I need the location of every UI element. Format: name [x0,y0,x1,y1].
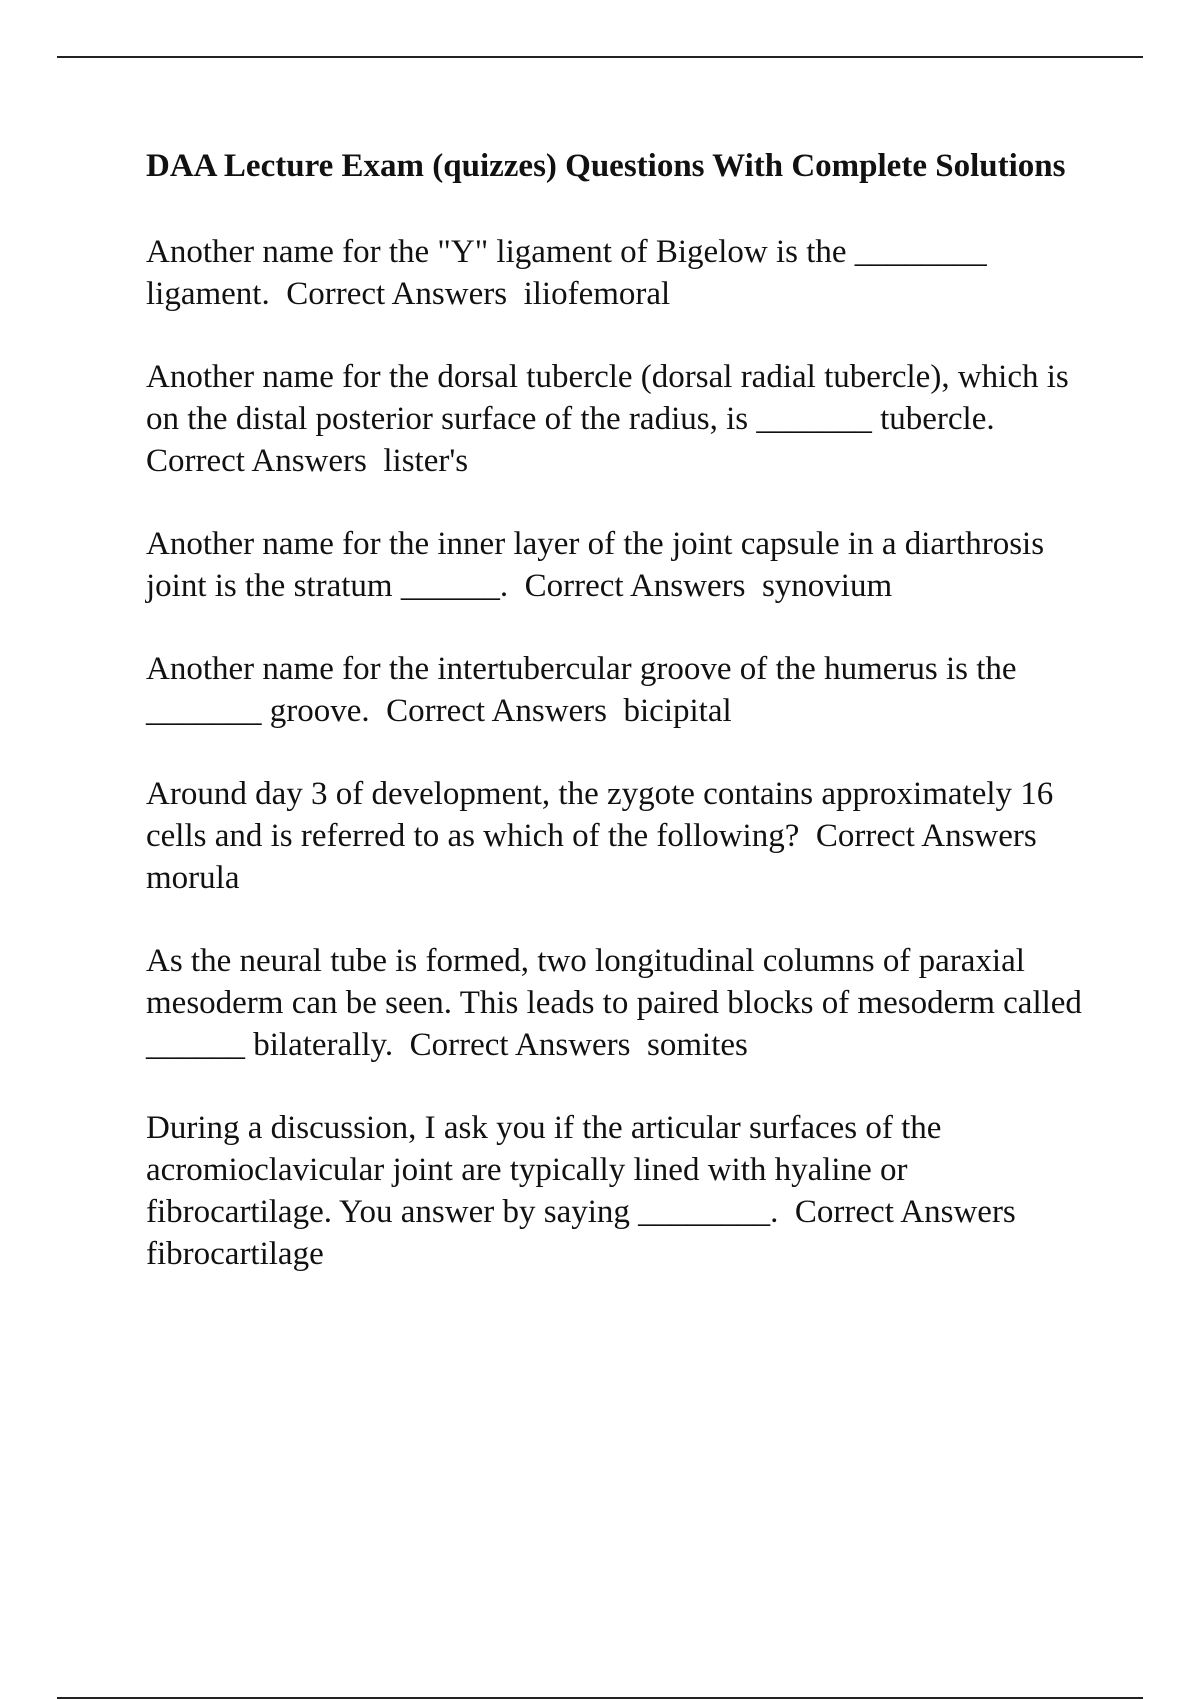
question-text: Another name for the dorsal tubercle (dorsal radial tubercle), which is on the distal posterior surface of the radius, is _______ tubercle. [146,359,1077,437]
answer-text: morula [146,860,240,896]
answer-label: Correct Answers [815,818,1037,854]
answer-text: fibrocartilage [146,1236,324,1272]
answer-text: synovium [761,568,893,604]
answer-label: Correct Answers [286,276,508,312]
bottom-rule [57,1697,1143,1699]
qa-item [146,940,1091,1066]
document-body [146,145,1091,1316]
answer-label: Correct Answers [409,1027,631,1063]
qa-item [146,648,1086,732]
question-text: Another name for the intertubercular groove of the humerus is the _______ groove. [146,651,1025,729]
qa-item [146,1107,1086,1275]
answer-label: Correct Answers [524,568,746,604]
question-text: Another name for the inner layer of the joint capsule in a diarthrosis joint is the stratum ______. [146,526,1053,604]
question-text: During a discussion, I ask you if the articular surfaces of the acromioclavicular joint are typically lined with hyaline or fibrocartilage. You answer by saying ________. [146,1110,950,1230]
answer-text: iliofemoral [523,276,671,312]
answer-label: Correct Answers [794,1194,1016,1230]
qa-item [146,773,1086,899]
qa-item [146,231,1086,315]
answer-label: Correct Answers [146,443,367,479]
qa-item [146,523,1086,607]
question-text: Another name for the "Y" ligament of Bigelow is the ________ ligament. [146,234,996,312]
top-rule [57,56,1143,58]
answer-text: bicipital [623,693,732,729]
question-text: As the neural tube is formed, two longitudinal columns of paraxial mesoderm can be seen. This leads to paired blocks of mesoderm called ______ bilaterally. [146,943,1091,1063]
question-text: Around day 3 of development, the zygote contains approximately 16 cells and is referred to as which of the following? [146,776,1062,854]
document-title: DAA Lecture Exam (quizzes) Questions With Complete Solutions [146,148,1066,184]
answer-label: Correct Answers [386,693,608,729]
qa-item [146,356,1086,482]
answer-text: lister's [383,443,469,479]
answer-text: somites [647,1027,748,1063]
